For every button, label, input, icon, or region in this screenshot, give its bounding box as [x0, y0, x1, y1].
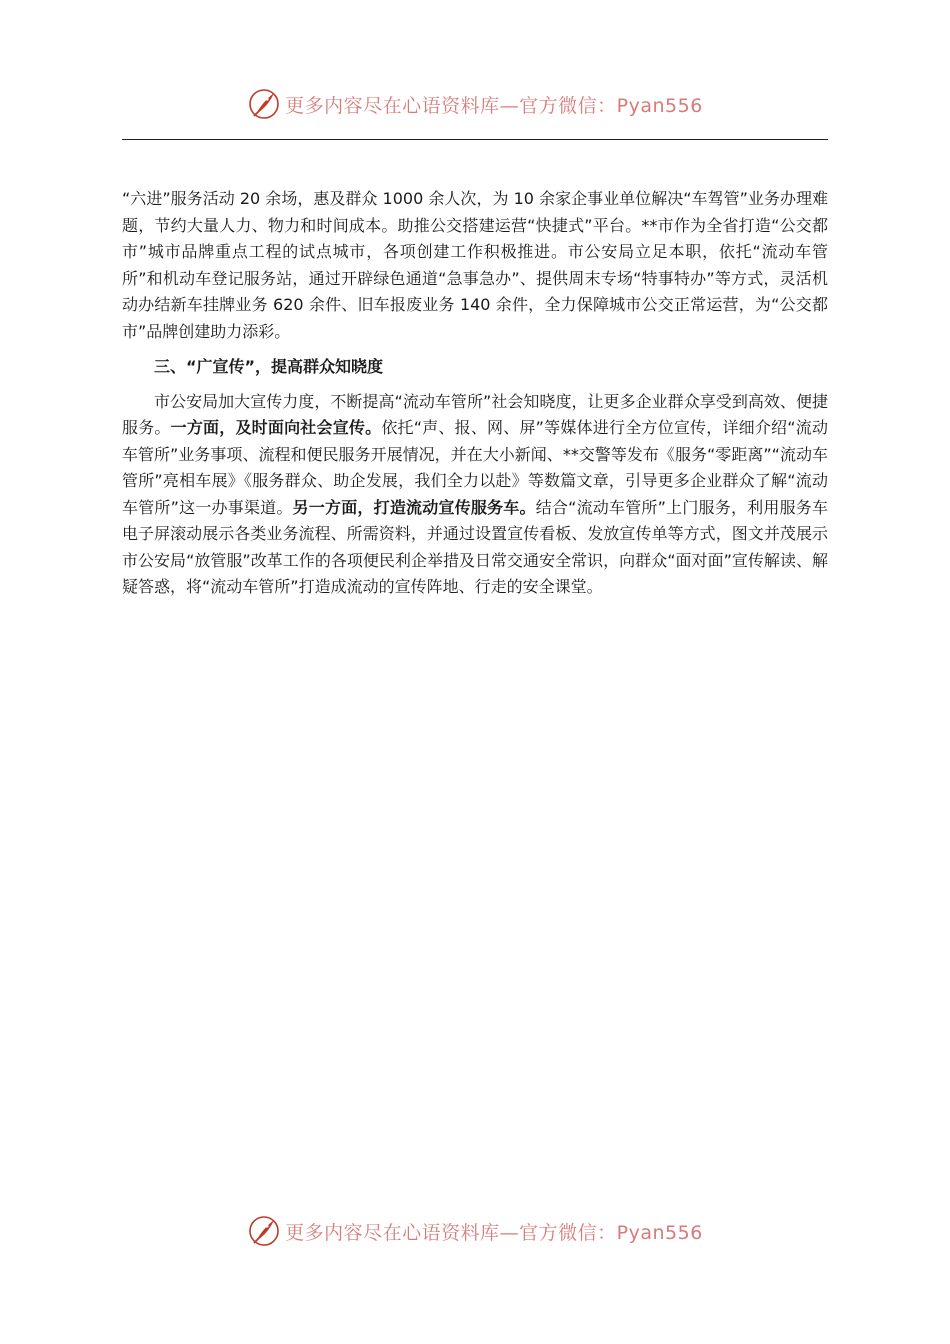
quill-logo-icon — [247, 1214, 281, 1248]
body-paragraph-1: “六进”服务活动 20 余场，惠及群众 1000 余人次，为 10 余家企事业单位解决“车驾管”业务办理难题，节约大量人力、物力和时间成本。助推公交搭建运营“快捷式”平台。**市作为全省打造“公交都市”城市品牌重点工程的试点城市，各项创建工作积极推进。市公安局立足本职，依托“流动车管所”和机动车登记服务站，通过开辟绿色通道“急事急办”、提供周末专场“特事特办”等方式，灵活机动办结新车挂牌业务 620 余件、旧车报废业务 140 余件，全力保障城市公交正常运营，为“公交都市”品牌创建助力添彩。 — [122, 189, 828, 341]
header-divider — [122, 139, 828, 140]
bold-lead-1: 一方面，及时面向社会宣传。 — [170, 418, 382, 437]
quill-logo-icon — [247, 87, 281, 121]
header-banner — [0, 84, 950, 124]
header-wechat-id: Pyan556 — [616, 94, 703, 117]
header-banner-text: 更多内容尽在心语资料库—官方微信：Pyan556 — [285, 94, 703, 117]
section-3-heading: 三、“广宣传”，提高群众知晓度 — [154, 357, 384, 376]
body-paragraph-2: 市公安局加大宣传力度，不断提高“流动车管所”社会知晓度，让更多企业群众享受到高效、便捷服务。一方面，及时面向社会宣传。依托“声、报、网、屏”等媒体进行全方位宣传，详细介绍“流动车管所”业务事项、流程和便民服务开展情况，并在大小新闻、**交警等发布《服务“零距离”“流动车管所”亮相车展》《服务群众、助企发展，我们全力以赴》等数篇文章，引导更多企业群众了解“流动车管所”这一办事渠道。另一方面，打造流动宣传服务车。结合“流动车管所”上门服务，利用服务车电子屏滚动展示各类业务流程、所需资料，并通过设置宣传看板、发放宣传单等方式，图文并茂展示市公安局“放管服”改革工作的各项便民利企举措及日常交通安全常识，向群众“面对面”宣传解读、解疑答惑，将“流动车管所”打造成流动的宣传阵地、行走的安全课堂。 — [122, 391, 828, 596]
footer-banner — [0, 1211, 950, 1251]
footer-wechat-id: Pyan556 — [616, 1221, 703, 1244]
bold-lead-2: 另一方面，打造流动宣传服务车。 — [292, 497, 536, 517]
footer-banner-text: 更多内容尽在心语资料库—官方微信：Pyan556 — [285, 1221, 703, 1244]
document-body — [122, 186, 828, 601]
